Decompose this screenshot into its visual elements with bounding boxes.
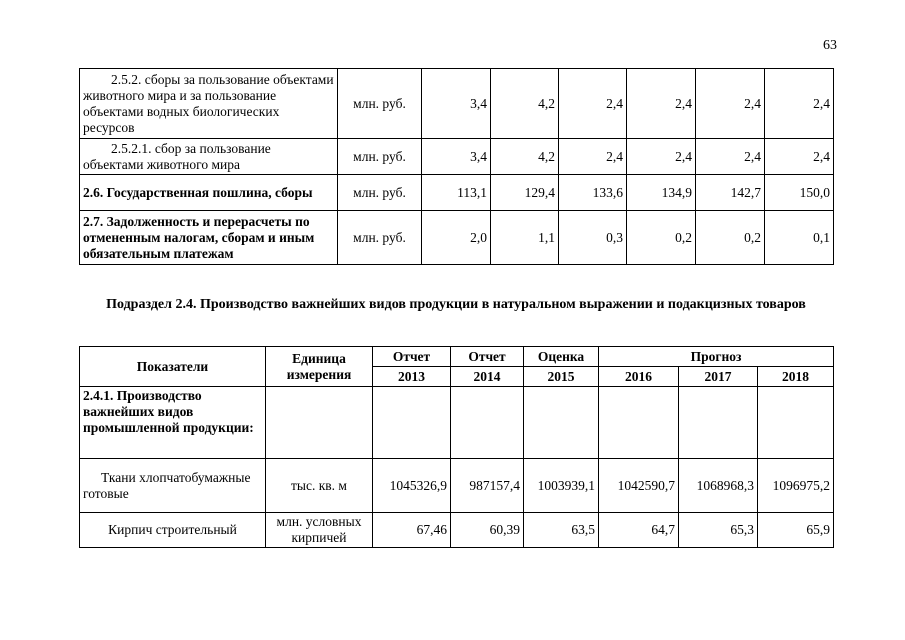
table-row [80, 139, 834, 175]
value-cell: 4,2 [491, 69, 559, 139]
value-cell: 0,3 [559, 211, 627, 265]
value-cell: 1045326,9 [373, 459, 451, 513]
value-cell: 0,2 [627, 211, 696, 265]
row-name: 2.6. Государственная пошлина, сборы [80, 175, 338, 211]
value-cell: 2,4 [559, 139, 627, 175]
value-cell: 2,4 [696, 139, 765, 175]
row-name: 2.5.2. сборы за пользование объектами животного мира и за пользование объектами водных биологических ресурсов [80, 69, 338, 139]
value-cell: 2,0 [422, 211, 491, 265]
value-cell [451, 387, 524, 459]
value-cell: 65,3 [679, 513, 758, 548]
header-year: 2013 [373, 367, 451, 387]
table-row [80, 211, 834, 265]
row-name: 2.5.2.1. сбор за пользование объектами животного мира [80, 139, 338, 175]
row-unit: млн. руб. [338, 175, 422, 211]
header-unit: Единица измерения [266, 347, 373, 387]
value-cell: 67,46 [373, 513, 451, 548]
value-cell: 63,5 [524, 513, 599, 548]
row-unit: млн. руб. [338, 211, 422, 265]
row-name: 2.7. Задолженность и перерасчеты по отмененным налогам, сборам и иным обязательным платежам [80, 211, 338, 265]
value-cell [599, 387, 679, 459]
table-row [80, 459, 834, 513]
header-report: Отчет [373, 347, 451, 367]
value-cell: 4,2 [491, 139, 559, 175]
value-cell: 0,2 [696, 211, 765, 265]
value-cell [373, 387, 451, 459]
value-cell: 2,4 [627, 69, 696, 139]
header-row [80, 347, 834, 367]
value-cell: 65,9 [758, 513, 834, 548]
value-cell: 129,4 [491, 175, 559, 211]
value-cell: 1042590,7 [599, 459, 679, 513]
row-unit: млн. условных кирпичей [266, 513, 373, 548]
header-report: Отчет [451, 347, 524, 367]
table-row [80, 387, 834, 459]
header-year: 2018 [758, 367, 834, 387]
value-cell: 2,4 [765, 139, 834, 175]
table-row [80, 175, 834, 211]
table-row [80, 69, 834, 139]
row-unit: млн. руб. [338, 69, 422, 139]
value-cell: 1003939,1 [524, 459, 599, 513]
value-cell: 2,4 [696, 69, 765, 139]
value-cell: 987157,4 [451, 459, 524, 513]
value-cell: 2,4 [765, 69, 834, 139]
header-estimate: Оценка [524, 347, 599, 367]
value-cell: 113,1 [422, 175, 491, 211]
value-cell [679, 387, 758, 459]
row-unit [266, 387, 373, 459]
table-row [80, 513, 834, 548]
value-cell: 1096975,2 [758, 459, 834, 513]
value-cell: 64,7 [599, 513, 679, 548]
value-cell: 2,4 [559, 69, 627, 139]
header-year: 2016 [599, 367, 679, 387]
value-cell: 1,1 [491, 211, 559, 265]
header-year: 2015 [524, 367, 599, 387]
value-cell: 3,4 [422, 69, 491, 139]
budget-table [79, 68, 834, 265]
value-cell: 150,0 [765, 175, 834, 211]
production-table [79, 346, 834, 548]
row-unit: тыс. кв. м [266, 459, 373, 513]
value-cell: 3,4 [422, 139, 491, 175]
header-year: 2017 [679, 367, 758, 387]
row-unit: млн. руб. [338, 139, 422, 175]
value-cell: 142,7 [696, 175, 765, 211]
header-year: 2014 [451, 367, 524, 387]
value-cell: 134,9 [627, 175, 696, 211]
page-number: 63 [823, 38, 837, 53]
value-cell [524, 387, 599, 459]
value-cell: 2,4 [627, 139, 696, 175]
row-name: Ткани хлопчатобумажные готовые [80, 459, 266, 513]
value-cell: 133,6 [559, 175, 627, 211]
value-cell: 0,1 [765, 211, 834, 265]
row-name: Кирпич строительный [80, 513, 266, 548]
subsection-title: Подраздел 2.4. Производство важнейших видов продукции в натуральном выражении и подакцизных товаров [106, 297, 806, 312]
value-cell: 1068968,3 [679, 459, 758, 513]
value-cell: 60,39 [451, 513, 524, 548]
value-cell [758, 387, 834, 459]
row-name: 2.4.1. Производство важнейших видов промышленной продукции: [80, 387, 266, 459]
header-indicators: Показатели [80, 347, 266, 387]
header-forecast: Прогноз [599, 347, 834, 367]
